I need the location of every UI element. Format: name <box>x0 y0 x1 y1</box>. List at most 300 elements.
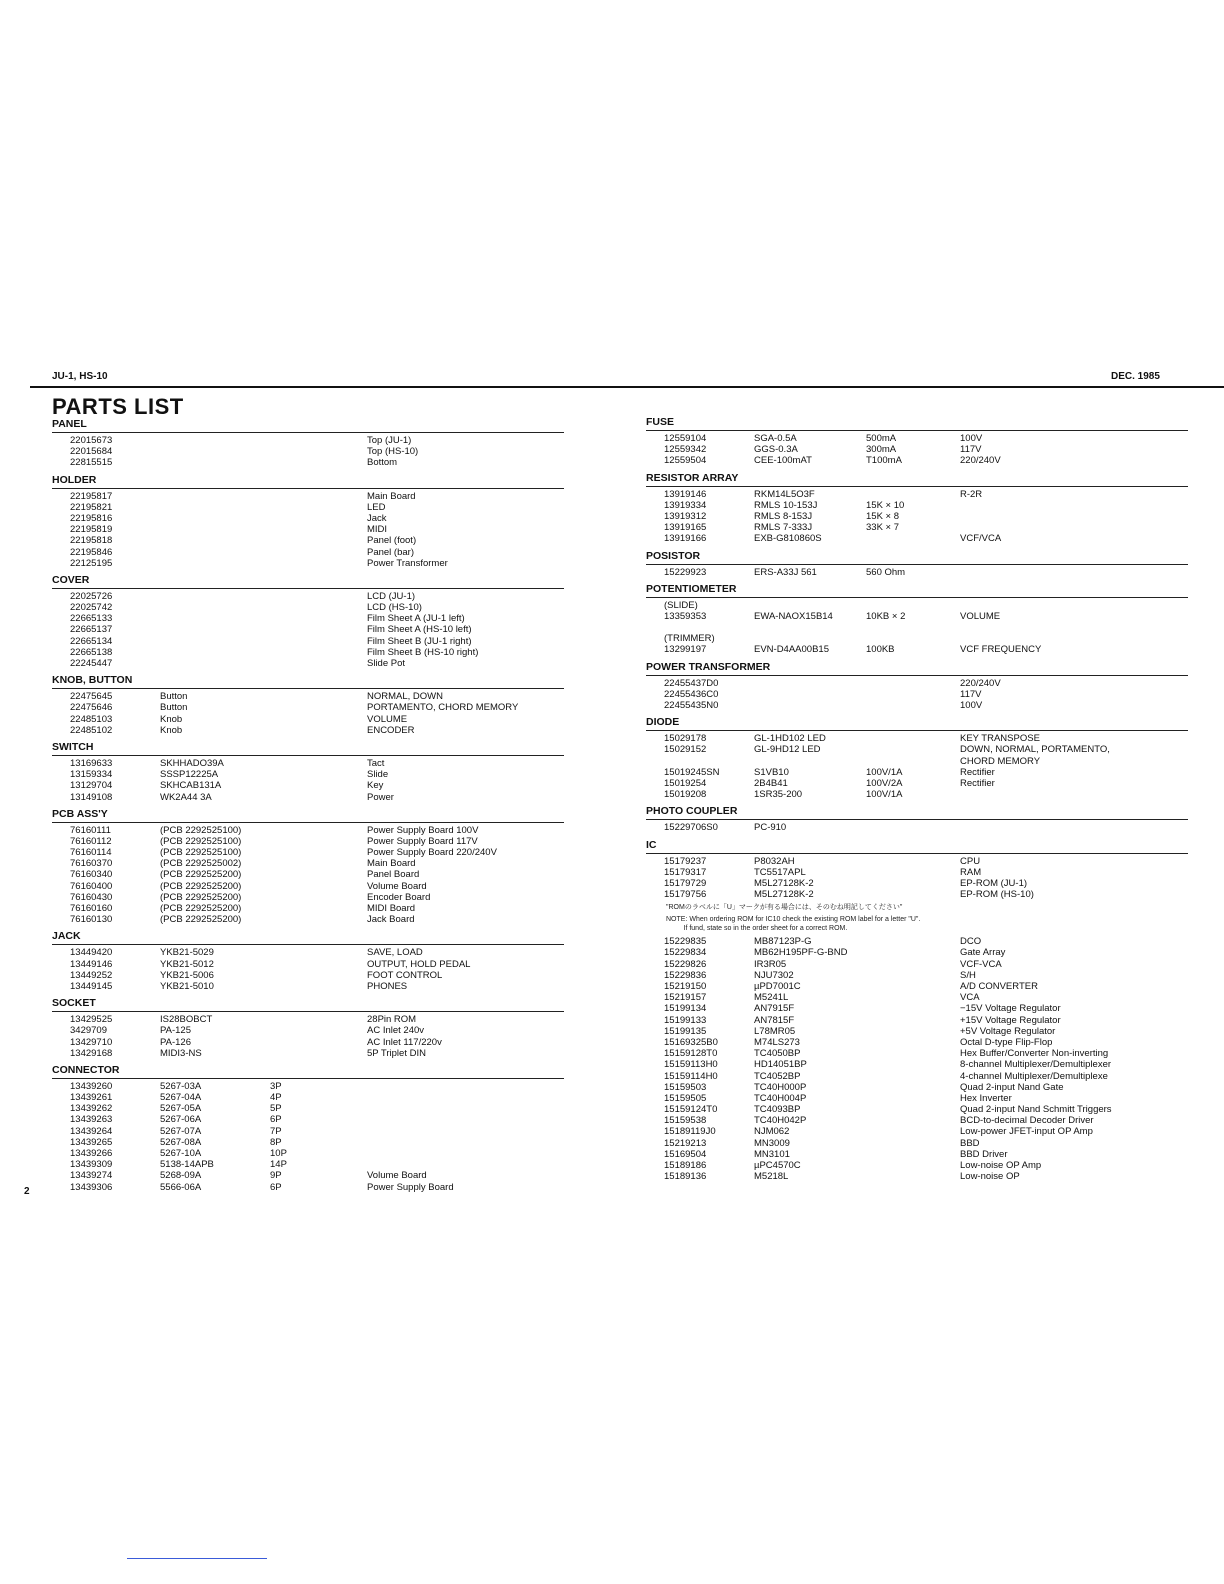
part-description: Main Board <box>367 858 416 870</box>
part-model: MN3101 <box>754 1148 790 1160</box>
section-rule <box>52 755 564 756</box>
part-description: VCA <box>960 992 980 1004</box>
part-model: AN7815F <box>754 1014 795 1026</box>
part-row <box>52 1014 564 1025</box>
part-row <box>52 547 564 558</box>
part-row <box>52 513 564 524</box>
part-number: 76160111 <box>70 824 111 836</box>
part-number: 15229836 <box>664 969 707 981</box>
part-model: TC40H042P <box>754 1115 807 1127</box>
part-number: 22195846 <box>70 546 113 558</box>
part-model: TC5517APL <box>754 866 806 878</box>
part-number: 12559504 <box>664 455 707 467</box>
parts-section <box>646 414 1188 467</box>
link-underline <box>127 1558 267 1559</box>
part-number: 13299197 <box>664 644 707 656</box>
part-model: 2B4B41 <box>754 777 788 789</box>
part-number: 22455437D0 <box>664 677 719 689</box>
part-model: MN3009 <box>754 1137 790 1149</box>
part-description: MIDI <box>367 524 388 536</box>
part-model: M5218L <box>754 1171 789 1183</box>
part-number: 13919166 <box>664 533 707 545</box>
section-rule <box>646 819 1188 820</box>
left-parts-column <box>52 416 564 1196</box>
part-model: µPC4570C <box>754 1160 801 1171</box>
part-model: EVN-D4AA00B15 <box>754 644 829 656</box>
part-number: 22025726 <box>70 590 113 602</box>
part-number: 15229923 <box>664 566 707 578</box>
section-rule <box>646 486 1188 487</box>
section-heading: POSISTOR <box>646 549 701 562</box>
part-row <box>646 1082 1188 1093</box>
part-description: Octal D-type Flip-Flop <box>960 1036 1053 1048</box>
part-row <box>646 533 1188 544</box>
parts-section <box>646 581 1188 656</box>
rom-note-japanese: "ROMのラベルに「U」マークが有る場合には、そのむね明記してください" <box>666 904 903 912</box>
part-model: SKHHADO39A <box>160 757 224 769</box>
part-row <box>646 567 1188 578</box>
part-description: CHORD MEMORY <box>960 755 1041 767</box>
part-number: 22665138 <box>70 646 113 658</box>
part-description: Low-noise OP Amp <box>960 1160 1042 1171</box>
part-number: 22015673 <box>70 435 113 446</box>
section-rule <box>52 688 564 689</box>
part-spec: 15K × 8 <box>866 510 900 522</box>
part-description: 220/240V <box>960 455 1001 467</box>
part-description: Film Sheet B (JU-1 right) <box>367 635 472 647</box>
section-heading: COVER <box>52 573 90 586</box>
part-number: 22015684 <box>70 446 113 458</box>
part-model: Knob <box>160 724 183 736</box>
section-heading: POTENTIOMETER <box>646 582 737 595</box>
part-spec: 5P <box>270 1103 282 1115</box>
part-spec: 100V/2A <box>866 777 903 789</box>
part-row <box>646 767 1188 778</box>
section-heading: RESISTOR ARRAY <box>646 471 739 484</box>
part-number: 13159334 <box>70 769 113 781</box>
part-description: Quad 2-input Nand Schmitt Triggers <box>960 1104 1112 1116</box>
part-row <box>52 624 564 635</box>
part-number: 15019254 <box>664 777 707 789</box>
part-description: 117V <box>960 444 982 456</box>
part-row <box>52 535 564 546</box>
part-description: 220/240V <box>960 677 1001 689</box>
part-number: 15159114H0 <box>664 1070 718 1082</box>
part-description: PORTAMENTO, CHORD MEMORY <box>367 702 519 714</box>
part-number: 15179729 <box>664 877 707 889</box>
part-description: Low-power JFET-input OP Amp <box>960 1126 1093 1138</box>
part-number: 22195818 <box>70 535 113 547</box>
part-number: 15169325B0 <box>664 1036 718 1048</box>
section-heading: POWER TRANSFORMER <box>646 660 771 673</box>
part-model: TC40H000P <box>754 1081 807 1093</box>
part-row <box>52 758 564 769</box>
parts-section <box>52 806 564 926</box>
part-model: 5267-06A <box>160 1114 202 1126</box>
part-row <box>52 457 564 468</box>
part-model: YKB21-5029 <box>160 947 214 959</box>
part-number: 15019208 <box>664 789 707 801</box>
part-model: Knob <box>160 713 183 725</box>
part-description: Film Sheet A (HS-10 left) <box>367 624 472 636</box>
part-row <box>646 678 1188 689</box>
part-number: 22455435N0 <box>664 700 719 711</box>
section-rule <box>646 430 1188 431</box>
part-model: M5L27128K-2 <box>754 889 814 901</box>
part-row <box>52 658 564 669</box>
part-row <box>52 914 564 925</box>
part-model: 5267-05A <box>160 1103 202 1115</box>
part-spec: 560 Ohm <box>866 566 906 578</box>
part-model: (PCB 2292525200) <box>160 903 242 914</box>
part-row <box>52 647 564 658</box>
part-row <box>52 947 564 958</box>
part-description: +15V Voltage Regulator <box>960 1014 1061 1026</box>
part-description: AC Inlet 117/220v <box>367 1036 442 1048</box>
part-row <box>646 889 1188 900</box>
part-description: CPU <box>960 855 981 867</box>
part-model: S1VB10 <box>754 766 789 778</box>
part-row <box>52 836 564 847</box>
part-spec: 3P <box>270 1080 282 1092</box>
part-number: 13429710 <box>70 1036 113 1048</box>
part-number: 15199134 <box>664 1003 707 1015</box>
part-spec: 6P <box>270 1114 282 1126</box>
part-spec: 100KB <box>866 644 895 656</box>
part-number: 76160130 <box>70 914 113 926</box>
part-description: Power Supply Board 117V <box>367 835 478 847</box>
part-description: LCD (HS-10) <box>367 602 422 614</box>
section-rule <box>646 564 1188 565</box>
part-number: 22815515 <box>70 457 113 469</box>
part-description: VOLUME <box>367 713 408 725</box>
part-row <box>646 622 1188 633</box>
parts-section <box>646 714 1188 800</box>
part-model: 5267-03A <box>160 1080 202 1092</box>
part-row <box>646 1071 1188 1082</box>
parts-section <box>646 659 1188 712</box>
parts-section <box>52 1062 564 1193</box>
part-model: 1SR35-200 <box>754 789 803 801</box>
part-description: Slide Pot <box>367 658 406 669</box>
part-model: GL-1HD102 LED <box>754 733 826 745</box>
part-row <box>646 744 1188 755</box>
part-number: 15159113H0 <box>664 1059 718 1071</box>
part-description: VCF FREQUENCY <box>960 644 1042 656</box>
part-number: 15219150 <box>664 981 707 992</box>
part-model: 5267-10A <box>160 1148 202 1159</box>
part-number: 15159128T0 <box>664 1048 718 1060</box>
part-spec: 300mA <box>866 444 897 456</box>
part-row <box>646 936 1188 947</box>
rom-note-english: NOTE: When ordering ROM for IC10 check the existing ROM label for a letter "U". If fund, state so in the order sheet for a correct ROM. <box>666 916 921 933</box>
part-model: SKHCAB131A <box>160 780 222 792</box>
parts-section <box>52 472 564 569</box>
part-description: EP-ROM (HS-10) <box>960 889 1034 901</box>
part-row <box>646 1138 1188 1149</box>
part-model: Button <box>160 691 188 703</box>
part-number: 15159538 <box>664 1115 707 1127</box>
part-number: 15229835 <box>664 936 707 948</box>
part-row <box>646 1048 1188 1059</box>
parts-section <box>52 672 564 736</box>
part-number: 13439274 <box>70 1170 113 1182</box>
part-row <box>646 1059 1188 1070</box>
part-number: 15159505 <box>664 1092 707 1104</box>
part-number: 22195816 <box>70 512 113 524</box>
part-row <box>646 733 1188 744</box>
part-spec: 10KB × 2 <box>866 610 906 622</box>
part-number: 15199135 <box>664 1025 707 1037</box>
part-description: DCO <box>960 936 982 948</box>
part-row <box>52 981 564 992</box>
part-spec: 100V/1A <box>866 766 903 778</box>
right-parts-column <box>646 414 1188 1185</box>
section-rule <box>52 1078 564 1079</box>
part-number: 76160114 <box>70 847 112 859</box>
section-rule <box>52 432 564 433</box>
part-row <box>646 433 1188 444</box>
section-heading: DIODE <box>646 716 680 729</box>
part-row <box>646 1126 1188 1137</box>
part-number: 15019245SN <box>664 766 720 778</box>
section-rule <box>52 944 564 945</box>
part-model: Button <box>160 702 188 714</box>
part-number: 22245447 <box>70 658 113 669</box>
section-heading: FUSE <box>646 416 675 428</box>
part-model: 5138-14APB <box>160 1159 214 1171</box>
part-row <box>52 1103 564 1114</box>
part-row <box>52 691 564 702</box>
part-number: 15159503 <box>664 1081 707 1093</box>
part-model: 5267-04A <box>160 1092 202 1104</box>
part-model: (PCB 2292525200) <box>160 880 242 892</box>
part-model: M5241L <box>754 992 789 1004</box>
part-description: 28Pin ROM <box>367 1014 417 1026</box>
part-model: TC4093BP <box>754 1104 801 1116</box>
part-spec: 4P <box>270 1092 282 1104</box>
part-row <box>52 858 564 869</box>
part-number: 76160370 <box>70 858 113 870</box>
part-row <box>646 878 1188 889</box>
header-rule <box>30 386 1224 388</box>
part-number: 15189186 <box>664 1160 707 1171</box>
part-model: RMLS 10-153J <box>754 499 818 511</box>
part-description: EP-ROM (JU-1) <box>960 877 1028 889</box>
part-model: RMLS 8-153J <box>754 510 813 522</box>
part-row <box>52 1025 564 1036</box>
part-number: 22195817 <box>70 490 113 502</box>
part-row <box>52 825 564 836</box>
part-spec: 33K × 7 <box>866 522 900 534</box>
part-row <box>646 1104 1188 1115</box>
part-number: 15159124T0 <box>664 1104 718 1116</box>
part-model: M74LS273 <box>754 1036 800 1048</box>
part-row <box>52 970 564 981</box>
part-row <box>646 644 1188 655</box>
part-model: (PCB 2292525002) <box>160 858 242 870</box>
part-row <box>52 502 564 513</box>
part-row <box>646 947 1188 958</box>
part-row <box>52 892 564 903</box>
part-number: 76160430 <box>70 891 113 903</box>
part-number: 15169504 <box>664 1148 707 1160</box>
parts-section <box>52 739 564 803</box>
part-number: 76160160 <box>70 903 113 914</box>
part-number: 15229826 <box>664 958 707 970</box>
part-model: SSSP12225A <box>160 769 219 781</box>
part-spec: 10P <box>270 1148 287 1159</box>
part-row <box>646 856 1188 867</box>
part-description: Rectifier <box>960 777 995 789</box>
part-description: Tact <box>367 757 385 769</box>
part-model: (PCB 2292525200) <box>160 891 242 903</box>
part-row <box>646 1149 1188 1160</box>
part-model: P8032AH <box>754 855 795 867</box>
part-number: 22485102 <box>70 724 113 736</box>
part-model: YKB21-5012 <box>160 958 214 970</box>
part-row <box>646 455 1188 466</box>
part-number: 13129704 <box>70 780 113 792</box>
section-heading: KNOB, BUTTON <box>52 674 133 687</box>
part-row <box>646 867 1188 878</box>
part-spec: 500mA <box>866 433 897 444</box>
part-number: 22665137 <box>70 624 113 636</box>
part-model: (PCB 2292525100) <box>160 824 242 836</box>
part-number: 22665133 <box>70 613 113 625</box>
part-description: Film Sheet B (HS-10 right) <box>367 646 479 658</box>
part-number: 15229834 <box>664 947 707 959</box>
part-model: (PCB 2292525200) <box>160 914 242 926</box>
part-number: 13919312 <box>664 510 707 522</box>
part-model: 5268-09A <box>160 1170 202 1182</box>
part-row <box>52 1048 564 1059</box>
part-description: Top (HS-10) <box>367 446 419 458</box>
part-description: S/H <box>960 969 976 981</box>
section-heading: IC <box>646 838 657 851</box>
part-number: 15029178 <box>664 733 707 745</box>
part-row <box>52 1170 564 1181</box>
part-description: KEY TRANSPOSE <box>960 733 1040 745</box>
part-row <box>646 444 1188 455</box>
part-model: SGA-0.5A <box>754 433 797 444</box>
part-row <box>646 689 1188 700</box>
section-rule <box>52 822 564 823</box>
section-heading: SWITCH <box>52 740 94 753</box>
part-number: 13149108 <box>70 791 113 803</box>
part-model: MB62H195PF-G-BND <box>754 947 848 959</box>
part-row <box>646 522 1188 533</box>
part-description: Power <box>367 791 394 803</box>
part-number: 22455436C0 <box>664 688 719 700</box>
part-model: NJM062 <box>754 1126 790 1138</box>
part-description: Panel (bar) <box>367 546 414 558</box>
part-row <box>646 992 1188 1003</box>
section-heading: HOLDER <box>52 473 97 486</box>
part-description: VCF-VCA <box>960 958 1002 970</box>
part-number: 13449146 <box>70 958 113 970</box>
part-model: MB87123P-G <box>754 936 812 948</box>
parts-section <box>52 995 564 1059</box>
part-description: 4-channel Multiplexer/Demultiplexe <box>960 1070 1108 1082</box>
part-model: YKB21-5010 <box>160 980 214 992</box>
part-row <box>646 600 1188 611</box>
part-description: LCD (JU-1) <box>367 590 416 602</box>
part-row <box>646 981 1188 992</box>
part-number: 12559104 <box>664 433 707 444</box>
part-description: Quad 2-input Nand Gate <box>960 1081 1064 1093</box>
part-description: Power Transformer <box>367 557 448 569</box>
part-number: 22665134 <box>70 635 113 647</box>
part-number: 13439264 <box>70 1125 113 1137</box>
part-number: 13919334 <box>664 499 707 511</box>
part-row <box>52 903 564 914</box>
part-row <box>52 1137 564 1148</box>
part-model: PA-126 <box>160 1036 191 1048</box>
part-row <box>52 435 564 446</box>
part-row <box>646 1171 1188 1182</box>
part-row <box>52 792 564 803</box>
part-model: IR3R05 <box>754 958 787 970</box>
part-row <box>646 611 1188 622</box>
part-description: Key <box>367 780 384 792</box>
part-number: 15219213 <box>664 1137 707 1149</box>
part-row <box>52 1182 564 1193</box>
part-number: 13439262 <box>70 1103 113 1115</box>
parts-section <box>52 416 564 469</box>
part-number: 13439260 <box>70 1080 113 1092</box>
part-row <box>646 700 1188 711</box>
part-description: Rectifier <box>960 766 995 778</box>
parts-section <box>646 548 1188 578</box>
part-description: Main Board <box>367 490 416 502</box>
part-number: 22125195 <box>70 557 113 569</box>
part-number: (TRIMMER) <box>664 633 715 645</box>
part-model: ERS-A33J 561 <box>754 566 817 578</box>
part-row <box>52 558 564 569</box>
part-row <box>52 613 564 624</box>
part-model: RKM14L5O3F <box>754 488 815 500</box>
section-heading: PCB ASS'Y <box>52 807 108 820</box>
part-description: +5V Voltage Regulator <box>960 1025 1056 1037</box>
part-number: 13439266 <box>70 1148 113 1159</box>
part-row <box>646 500 1188 511</box>
part-spec: 15K × 10 <box>866 499 905 511</box>
part-row <box>52 725 564 736</box>
part-number: 15029152 <box>664 744 707 756</box>
part-number: 13359353 <box>664 610 707 622</box>
part-number: 15179317 <box>664 866 707 878</box>
part-row <box>646 1015 1188 1026</box>
page-title: PARTS LIST <box>52 394 184 419</box>
part-description: Jack <box>367 512 387 524</box>
part-number: 13449145 <box>70 980 113 992</box>
part-description: Low-noise OP <box>960 1171 1020 1183</box>
part-number: 22025742 <box>70 602 113 614</box>
page-number: 2 <box>24 1186 30 1197</box>
part-model: (PCB 2292525100) <box>160 835 242 847</box>
part-description: BCD-to-decimal Decoder Driver <box>960 1115 1094 1127</box>
part-number: 13439309 <box>70 1159 113 1171</box>
part-row <box>52 881 564 892</box>
part-spec: 8P <box>270 1136 282 1148</box>
part-model: MIDI3-NS <box>160 1047 202 1059</box>
part-number: 15229706S0 <box>664 822 718 834</box>
part-spec: 7P <box>270 1125 282 1137</box>
part-row <box>52 869 564 880</box>
part-description: RAM <box>960 866 982 878</box>
part-row <box>52 1148 564 1159</box>
